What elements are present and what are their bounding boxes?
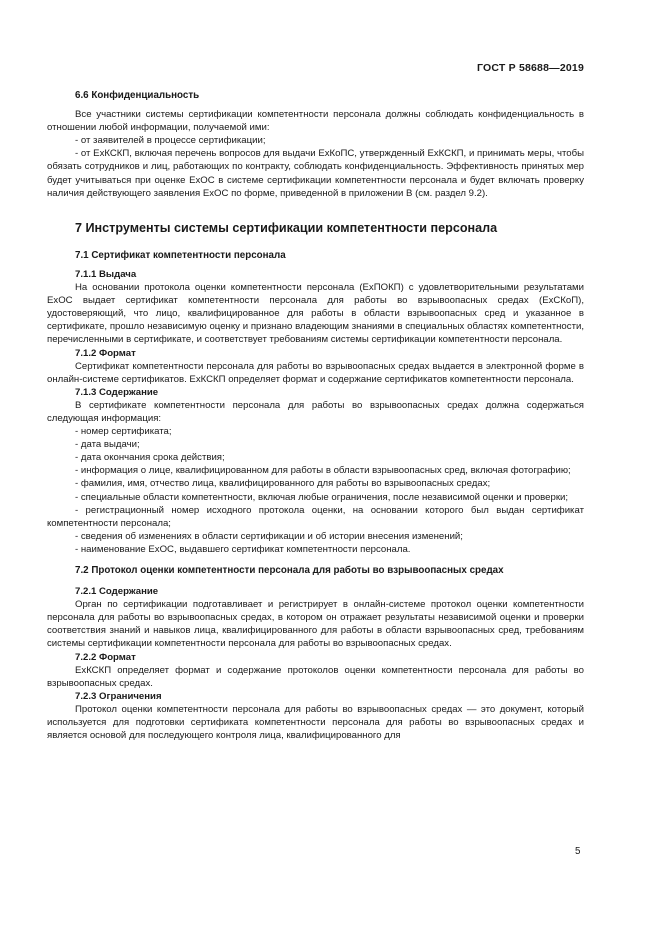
list-item: - регистрационный номер исходного протокола оценки, на основании которого был выдан сертификат компетентности персонала; [47,504,584,529]
list-item: - наименование ЕхОС, выдавшего сертификат компетентности персонала. [75,543,411,555]
paragraph: На основании протокола оценки компетентности персонала (ЕхПОКП) с удовлетворительными результатами ЕхОС выдает сертификат компетентности персонала для работы во взрывоопасных средах (ЕхСКоП), удостоверяющий, что лицо, квалифицированное для работы в области взрывоопасных сред и указанное в сертификате, прошло независимую оценку и признано владеющим знаниями в специальных областях компетентности, перечисленными в сертификате, и соответствует требованиям системы сертификации компетентности персонала. [47,282,584,346]
list-item: - информация о лице, квалифицированном для работы в области взрывоопасных сред, включая фотографию; [75,465,571,477]
list-item: - сведения об изменениях в области сертификации и об истории внесения изменений; [75,530,463,542]
heading-7-1: 7.1 Сертификат компетентности персонала [75,249,286,261]
list-item: - дата окончания срока действия; [75,452,225,464]
list-item: - фамилия, имя, отчество лица, квалифицированного для работы во взрывоопасных средах; [75,478,491,490]
heading-7-2: 7.2 Протокол оценки компетентности персонала для работы во взрывоопасных средах [75,565,504,576]
heading-7-1-1: 7.1.1 Выдача [75,268,137,280]
paragraph: Все участники системы сертификации компетентности персонала должны соблюдать конфиденциальность в отношении любой информации, получаемой ими: [47,109,584,134]
list-item: - дата выдачи; [75,439,140,451]
heading-6-6: 6.6 Конфиденциальность [75,90,200,101]
heading-7-1-2: 7.1.2 Формат [75,347,136,359]
heading-7-1-3: 7.1.3 Содержание [75,386,159,398]
list-item: - номер сертификата; [75,426,172,438]
heading-7: 7 Инструменты системы сертификации компетентности персонала [75,220,498,235]
heading-7-2-3: 7.2.3 Ограничения [75,690,162,702]
paragraph: Орган по сертификации подготавливает и регистрирует в онлайн-системе протокол оценки компетентности персонала для работы во взрывоопасных средах, в котором он отражает результаты независимой оценки и проверки соответствия знаний и навыков лица, квалифицированного для работы в области взрывоопасных сред, требованиям системы сертификации компетентности персонала для работы во взрывоопасных средах. [47,599,584,650]
list-item: - от ЕхКСКП, включая перечень вопросов для выдачи ЕхКоПС, утвержденный ЕхКСКП, и принимать меры, чтобы обязать сотрудников и лиц, работающих по контракту, соблюдать конфиденциальность. Эффективность принятых мер будет учитываться при оценке ЕхОС в системе сертификации компетентности персонала и будет включать проверку наличия действующего заявления ЕхОС по форме, приведенной в приложении В (см. раздел 9.2). [47,148,584,199]
list-item: - специальные области компетентности, включая любые ограничения, после независимой оценки и проверки; [75,491,569,503]
heading-7-2-1: 7.2.1 Содержание [75,586,159,598]
document-code: ГОСТ Р 58688—2019 [476,62,584,74]
paragraph: Протокол оценки компетентности персонала для работы во взрывоопасных средах — это документ, который используется для подготовки сертификата компетентности персонала для работы во взрывоопасных средах и является основой для последующего контроля лица, квалифицированного для [47,703,584,742]
page-number: 5 [575,846,581,857]
list-item: - от заявителей в процессе сертификации; [75,135,266,147]
page-body [47,89,584,742]
paragraph: В сертификате компетентности персонала для работы во взрывоопасных средах должна содержаться следующая информация: [47,399,584,424]
heading-7-2-2: 7.2.2 Формат [75,651,136,663]
paragraph: ЕхКСКП определяет формат и содержание протоколов оценки компетентности персонала для работы во взрывоопасных средах. [47,664,584,689]
paragraph: Сертификат компетентности персонала для работы во взрывоопасных средах выдается в электронной форме в онлайн-системе сертификатов. ЕхКСКП определяет формат и содержание сертификатов компетентности персонала. [47,360,584,385]
